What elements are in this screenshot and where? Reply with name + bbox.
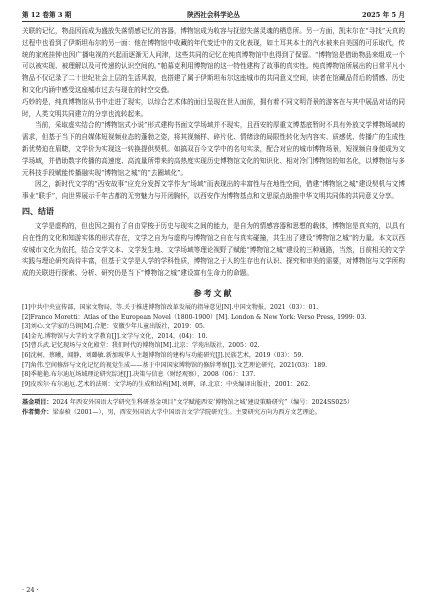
reference-item: [3]刘心.文学家的乌镇[M].合肥：安徽少年儿童出版社，2019：05. — [22, 323, 205, 331]
footnote-rule — [22, 394, 132, 395]
header-rule — [22, 21, 405, 22]
references-title: 参考文献 — [193, 288, 234, 298]
funding-text: 2024 年西安外国语大学研究生科研基金项目“文学赋能西安‘博物馆之城’建设策略研究”（编号：2024SS025） — [52, 399, 354, 407]
reference-item: [7]角伟.空间修辞与文化记忆的视觉生成——基于中国国家博物馆的修辞考察[J].文艺理论研究，2021(03)：189. — [22, 361, 328, 369]
journal-title: 陕西社会科学论丛 — [187, 11, 240, 19]
body-paragraph: 巧妙的是，纯真博物馆从书中走进了现实，以综合艺术体的面目呈现在世人面前，拥有着不同文明背景的游客在与其中展品对话的同时，人类文明共同建立的分享也流转起来。 — [22, 97, 405, 118]
author-label: 作者简介： — [22, 408, 53, 416]
funding-note — [22, 398, 405, 408]
reference-item: [8]季艳艳.布尔迪厄场域理论研究综述[J].决策与信息（财经观察），2008（06）：137. — [22, 371, 256, 379]
section-heading: 四、结语 — [22, 206, 54, 216]
reference-item: [5]曹兵武.记忆现场与文化殿堂：我们时代的博物馆[M].北京：学苑出版社，2005：02. — [22, 342, 260, 350]
reference-item: [9]皮埃尔·布尔迪厄.艺术的法则：文学场的生成和结构[M].刘晖，译.北京：中央编译出版社，2001：262. — [22, 380, 311, 388]
reference-item: [6]沈柯，蔡曦，闻静，刘璐敏.新加坡华人主题博物馆的建构与功能研究[J].民族艺术，2019（03）：59. — [22, 351, 304, 359]
author-note — [22, 408, 405, 418]
reference-item: [1]中共中央宣传部，国家文物局，等.关于推进博物馆改革发展的指导意见[N].中国文物报，2021（03）：01. — [22, 303, 319, 311]
running-header — [22, 9, 405, 21]
funding-label: 基金项目： — [22, 399, 53, 407]
reference-item: [4]金光.博物馆与大学的文学教育[J].文学与文化，2014，(04)：10. — [22, 332, 208, 340]
issue-date: 2025 年 5 月 — [361, 11, 405, 19]
conclusion-paragraph: 文学是虚构的，但也因之拥有了自由穿梭于历史与现实之间的能力，是自为的情感容器和思想的载体，博物馆是真实的，以具有自在性的文化和知游实体的形式存在，文学之自为与虚构与博物馆之自在与真实碰撞，共生出了建设“博物馆之城”的力量。本文以西安城市文化为依托，结合文学文本、文学发生地、文学场域等理论视野了赋能“博物馆之城”建设的三种通路，当然，目前相关的文学实践与理论研究尚待丰富，但基于文学是人学的学科性质，博物馆之于人的生存也有认识、探究和审美的需要，对博物馆与文学所构成的关联进行探索、分析、研究仍是当下“博物馆之城”建设富有生命力的命题。 — [22, 221, 405, 278]
article-body — [22, 26, 405, 417]
body-paragraph: 因之，新时代文学的“西安故事”应充分发挥文学作为“场域”而表现出的丰富性与在地性空间，借建“博物馆之城”建设契机与文博事业“联手”，向世界展示千年古都的无穷魅力与开闭胸怀，以西安作为博物基点和文思原点助推中华文明共同体的共同意义分享。 — [22, 180, 405, 201]
reference-item: [2]Franco Moretti：Atlas of the European Novel（1800-1900）[M]. London & New York: Verso Press, 1999: 03. — [22, 313, 367, 321]
issue-label: 第 12 卷第 3 期 — [22, 11, 72, 19]
author-text: 梁泰楨（2001—），男，西安外国语大学中国语言文学学院研究生。主要研究方向为西方文艺理论。 — [52, 408, 321, 416]
body-paragraph: 当前，采取虚实结合的“博物馆式小说”形式建构书面文学场域并不现实，且西安的厚重文博基底暂时不具有外放文学博物场域的需求，但基于当下的自媒体短视频业态的蓬勃之姿，将其视频样、碎片化、情绪涂的局限性转化为内容实、质感优、传播广的生成性新优势迫在眉睫，文学价为实现这一转换提供契机。如搞双百今文学中的名句实录，配合对应的城市博物场景，短视频自身便成为文学场域，并借助数字传播的高速度、高流量所带来的高热度实现历史博物馆文化的知识化、相对冷门博物馆的知名化，以博物馆与多元科技手段赋能传播融实现“博物馆之城”的“去圈域化”。 — [22, 121, 405, 177]
reference-list — [22, 303, 405, 389]
body-paragraph: 关联的记忆，物品因而成为盛放失落情感记忆的容器，博物馆成为收容与抚慰失落灵魂的栖息所。另一方面，凯末尔在“寻找”天真的过程中也看到了伊斯坦布尔的另一面：他在博物馆中收藏的年代变迁中的文化表现，如土耳其本土的汽水被来自美国的可乐取代，传统的家庭挂钟也因广播电视的兴起而逐渐无人问津，这些共同的记忆在纯真博物馆中也得到了保留。“博物馆是借助物品来组成一个可以被实现、被理解以及可传递的认识空间的。”帕慕克利用博物馆的这一特性建构了故事的真实性。纯真博物馆所展出的日常平凡小物品不仅记录了二十世纪社会上层的生活风貌，也搭建了属于伊斯坦布尔这座城市的共同意义空间，读者在馆藏品背后的情感、历史和文化内涵中感受这座城市过去与现在的时空交叠。 — [22, 27, 405, 94]
page-number: · 24 · — [22, 586, 39, 594]
